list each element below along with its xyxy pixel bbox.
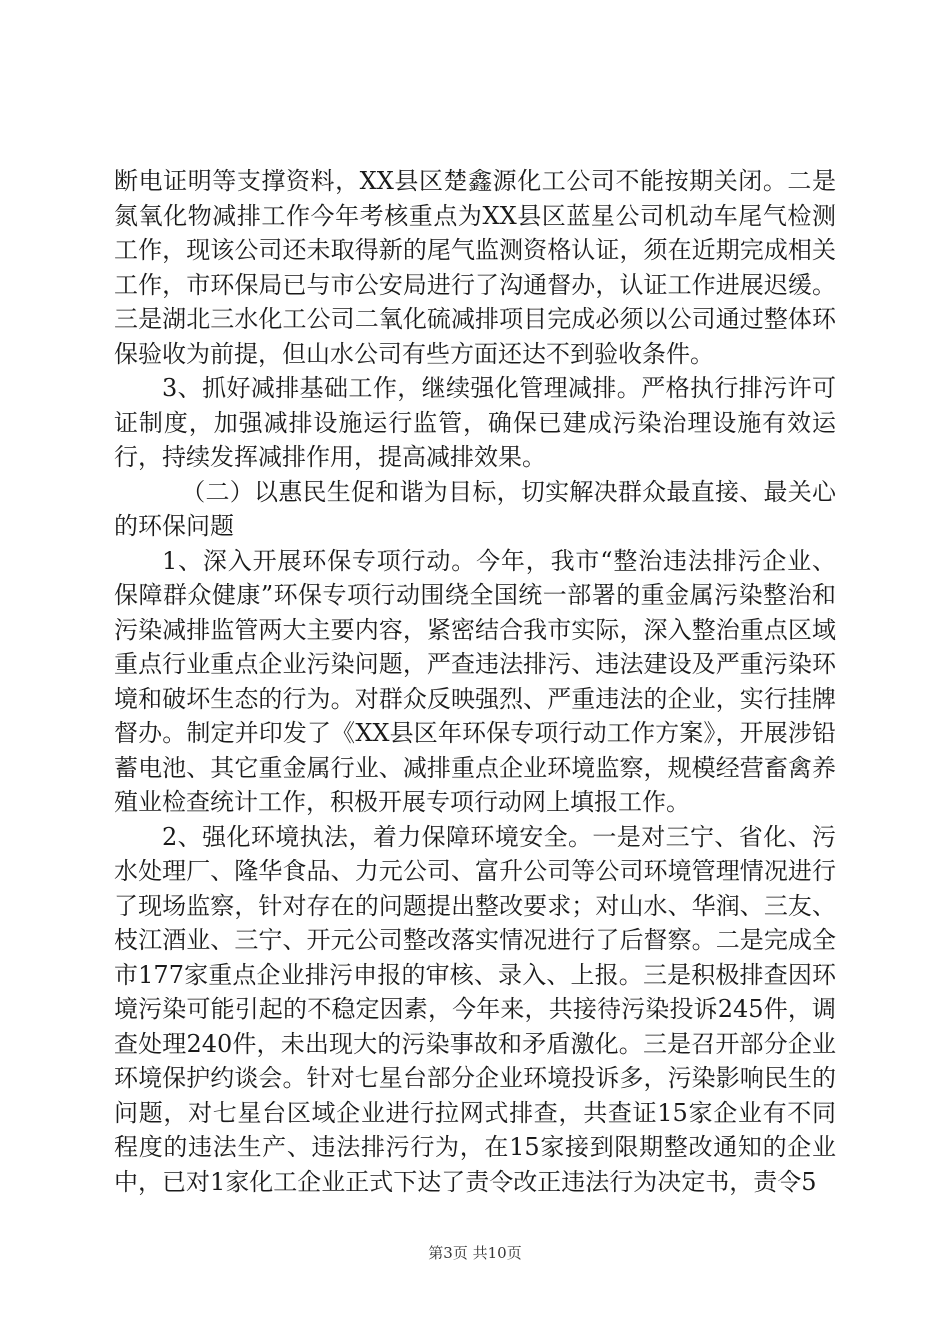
paragraph-item-1: 1、深入开展环保专项行动。今年，我市“整治违法排污企业、保障群众健康”环保专项行动围绕全国统一部署的重金属污染整治和污染减排监管两大主要内容，紧密结合我市实际，深入整治重点区域重点行业重点企业污染问题，严查违法排污、违法建设及严重污染环境和破坏生态的行为。对群众反映强烈、严重违法的企业，实行挂牌督办。制定并印发了《XX县区年环保专项行动工作方案》，开展涉铅蓄电池、其它重金属行业、减排重点企业环境监察，规模经营畜禽养殖业检查统计工作，积极开展专项行动网上填报工作。: [114, 546, 836, 816]
page-number-footer: 第3页 共10页: [428, 1244, 522, 1262]
paragraph-continuation: 断电证明等支撑资料，XX县区楚鑫源化工公司不能按期关闭。二是氮氧化物减排工作今年考核重点为XX县区蓝星公司机动车尾气检测工作，现该公司还未取得新的尾气监测资格认证，须在近期完成相关工作，市环保局已与市公安局进行了沟通督办，认证工作进展迟缓。三是湖北三水化工公司二氧化硫减排项目完成必须以公司通过整体环保验收为前提，但山水公司有些方面还达不到验收条件。: [114, 167, 836, 368]
section-heading-2: （二）以惠民生促和谐为目标，切实解决群众最直接、最关心的环保问题: [114, 477, 836, 540]
paragraph-item-3: 3、抓好减排基础工作，继续强化管理减排。严格执行排污许可证制度，加强减排设施运行监管，确保已建成污染治理设施有效运行，持续发挥减排作用，提高减排效果。: [114, 374, 836, 471]
document-body: [114, 164, 836, 1199]
paragraph-item-2: 2、强化环境执法，着力保障环境安全。一是对三宁、省化、污水处理厂、隆华食品、力元公司、富升公司等公司环境管理情况进行了现场监察，针对存在的问题提出整改要求；对山水、华润、三友、枝江酒业、三宁、开元公司整改落实情况进行了后督察。二是完成全市177家重点企业排污申报的审核、录入、上报。三是积极排查因环境污染可能引起的不稳定因素，今年来，共接待污染投诉245件，调查处理240件，未出现大的污染事故和矛盾激化。三是召开部分企业环境保护约谈会。针对七星台部分企业环境投诉多，污染影响民生的问题，对七星台区域企业进行拉网式排查，共查证15家企业有不同程度的违法生产、违法排污行为，在15家接到限期整改通知的企业中，已对1家化工企业正式下达了责令改正违法行为决定书，责令5: [114, 822, 836, 1196]
